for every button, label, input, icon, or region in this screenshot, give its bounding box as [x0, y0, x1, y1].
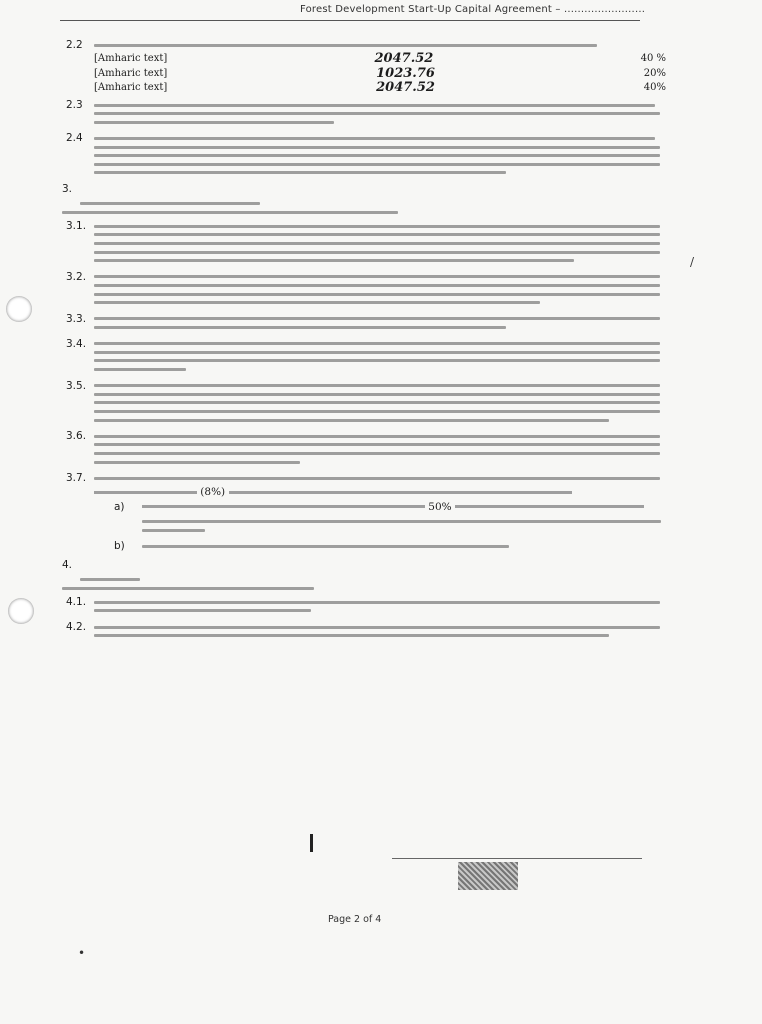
- clause-4-1: [66, 595, 666, 618]
- clause-number: 2.3: [66, 98, 83, 111]
- text-line: [94, 351, 660, 354]
- text-line: [94, 435, 660, 438]
- clause-3-5: [66, 379, 666, 428]
- rate-row: [94, 67, 666, 82]
- signature-rule: [392, 858, 642, 859]
- clause-number: 3.3.: [66, 312, 87, 325]
- text-line: [94, 452, 660, 455]
- clause-number: 4.2.: [66, 621, 87, 633]
- text-line: [94, 368, 186, 371]
- rate-percent: 40%: [643, 82, 666, 94]
- rate-value: 50%: [428, 500, 452, 513]
- text-line: [94, 171, 506, 174]
- clause-3-2: [66, 270, 666, 310]
- stamp-mark: [458, 862, 518, 890]
- rate-amount: 2047.52: [376, 80, 435, 96]
- text-line: [94, 401, 660, 404]
- text-line: [94, 112, 660, 115]
- sub-clause-a: [114, 500, 666, 537]
- clause-number: 3.7.: [66, 472, 87, 485]
- text-line: [80, 578, 140, 581]
- rate-note: [142, 500, 666, 515]
- text-line: [94, 626, 660, 629]
- text-line: [94, 104, 655, 107]
- text-line: [94, 146, 660, 149]
- text-line: [94, 419, 609, 422]
- section-number: 3.: [62, 182, 73, 195]
- rate-amount: 2047.52: [374, 51, 434, 67]
- text-line: [94, 634, 609, 637]
- text-line: [142, 520, 661, 523]
- text-line: [94, 225, 660, 228]
- text-line: [94, 44, 597, 47]
- text-line: [94, 163, 660, 166]
- text-line: [94, 317, 660, 320]
- text-line: [94, 477, 660, 480]
- text-line: [94, 410, 660, 413]
- clause-3-4: [66, 337, 666, 377]
- clause-number: 3.2.: [66, 270, 87, 283]
- text-line: [142, 529, 205, 532]
- text-line: [94, 154, 660, 157]
- text-line: [94, 461, 300, 464]
- punch-hole: [6, 296, 32, 322]
- clause-number: 2.4: [66, 132, 83, 145]
- sub-clause-label: a): [114, 500, 125, 513]
- text-line: [62, 587, 314, 590]
- clause-number: 3.4.: [66, 337, 87, 350]
- text-line: [94, 326, 506, 329]
- text-line: [62, 211, 398, 214]
- text-line: [94, 137, 655, 140]
- clause-2-3: [66, 98, 666, 129]
- rate-value: (8%): [200, 486, 226, 499]
- clause-3-7: [66, 471, 666, 556]
- rate-label: [Amharic text]: [94, 82, 168, 94]
- text-line: [94, 251, 660, 254]
- clause-2-2: [66, 38, 666, 96]
- text-line: [94, 359, 660, 362]
- text-line: [94, 233, 660, 236]
- text-line: [80, 202, 260, 205]
- text-line: [94, 293, 660, 296]
- clause-3-1: [66, 219, 666, 268]
- clause-number: 3.1.: [66, 220, 87, 233]
- section-4-heading: [62, 558, 666, 573]
- text-line: [94, 275, 660, 278]
- dot-mark: •: [78, 946, 86, 960]
- rate-note: [94, 485, 666, 500]
- text-line: [94, 609, 311, 612]
- page-number: Page 2 of 4: [328, 914, 382, 925]
- rate-row: [94, 52, 666, 67]
- clause-2-4: [66, 131, 666, 180]
- sub-clause-label: b): [114, 540, 125, 553]
- section-number: 4.: [62, 558, 73, 571]
- clause-4-2: [66, 620, 666, 643]
- clause-number: 3.5.: [66, 379, 87, 392]
- rate-percent: 20%: [643, 67, 666, 79]
- text-cursor-mark: [310, 834, 313, 852]
- text-line: [94, 384, 660, 387]
- text-line: [94, 259, 574, 262]
- clause-number: 4.1.: [66, 596, 87, 609]
- text-line: [94, 342, 660, 345]
- rate-label: [Amharic text]: [94, 67, 168, 79]
- margin-mark: /: [690, 255, 695, 269]
- text-line: [94, 601, 660, 604]
- text-line: [142, 545, 509, 548]
- rate-amount: 1023.76: [376, 65, 435, 81]
- header-title: Forest Development Start-Up Capital Agreement – ........................: [300, 4, 646, 15]
- text-line: [94, 284, 660, 287]
- rate-row: [94, 81, 666, 96]
- section-3-heading: [62, 182, 666, 197]
- text-line: [94, 443, 660, 446]
- header-rule: [60, 20, 640, 21]
- document-body: [62, 38, 666, 645]
- text-line: [94, 301, 540, 304]
- text-line: [94, 121, 334, 124]
- rate-label: [Amharic text]: [94, 53, 168, 65]
- sub-clause-b: [114, 539, 666, 554]
- clause-number: 3.6.: [66, 430, 87, 443]
- text-line: [94, 393, 660, 396]
- text-line: [94, 242, 660, 245]
- clause-3-3: [66, 312, 666, 335]
- clause-number: 2.2: [66, 39, 83, 51]
- punch-hole: [8, 598, 34, 624]
- clause-3-6: [66, 429, 666, 469]
- rate-percent: 40 %: [640, 53, 666, 65]
